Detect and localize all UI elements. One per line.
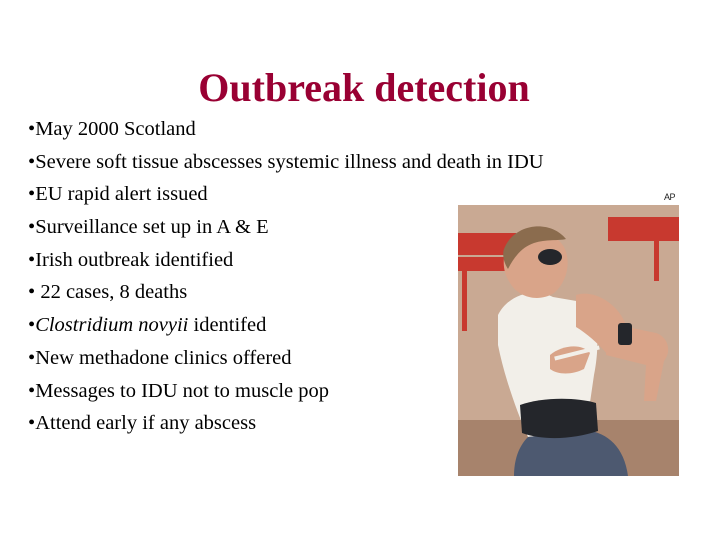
bullet-item (28, 149, 618, 177)
organism-name: Clostridium novyii (35, 314, 189, 337)
photo-waist-bag (520, 399, 598, 438)
bullet-marker: • (28, 281, 41, 304)
bullet-text: Messages to IDU not to muscle pop (35, 379, 329, 402)
photo-tattoo (618, 323, 632, 345)
bullet-marker: • (28, 314, 36, 337)
bullet-text: Severe soft tissue abscesses systemic illness and death in IDU (35, 150, 544, 173)
bullet-text: May 2000 Scotland (35, 118, 196, 140)
photo-credit: AP (664, 192, 676, 202)
bullet-text: 22 cases, 8 deaths (40, 281, 188, 304)
bullet-item (28, 116, 618, 144)
news-photo (458, 205, 679, 476)
bullet-text: EU rapid alert issued (35, 183, 208, 206)
bullet-marker: • (28, 248, 36, 271)
bullet-marker: • (28, 346, 36, 369)
photo-sunglasses (538, 249, 562, 265)
news-photo-illustration (458, 205, 679, 476)
photo-chair-leg-right (654, 241, 659, 281)
bullet-text: Irish outbreak identified (35, 248, 234, 271)
photo-chair-leg (462, 271, 467, 331)
bullet-text: Surveillance set up in A & E (35, 216, 269, 239)
slide-title: Outbreak detection (198, 65, 530, 110)
bullet-marker: • (28, 150, 36, 173)
bullet-marker: • (28, 118, 36, 140)
bullet-text: identifed (188, 314, 267, 337)
photo-chair-back-right (608, 217, 679, 241)
bullet-marker: • (28, 412, 36, 435)
photo-chair-seat (458, 257, 508, 271)
bullet-marker: • (28, 183, 36, 206)
bullet-marker: • (28, 216, 36, 239)
bullet-text: Attend early if any abscess (35, 412, 257, 435)
bullet-text: New methadone clinics offered (35, 346, 292, 369)
bullet-marker: • (28, 379, 36, 402)
